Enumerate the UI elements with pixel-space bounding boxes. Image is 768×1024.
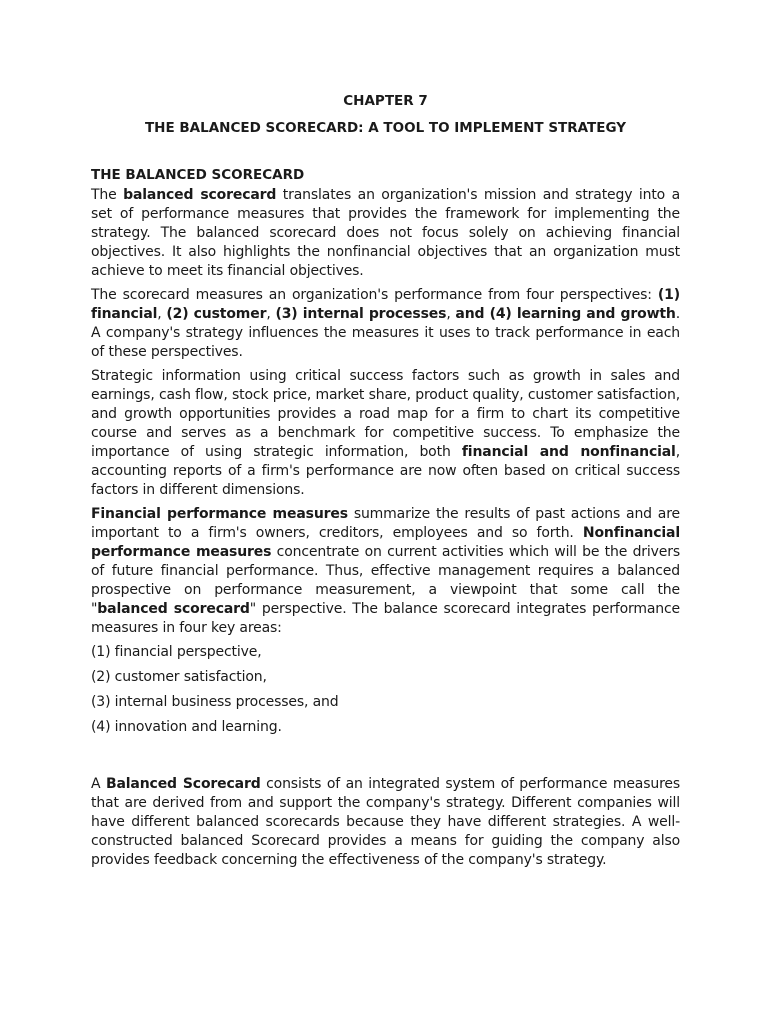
list-item: (3) internal business processes, and	[91, 694, 339, 710]
text-run: summarize the results of past actions and are important to a firm's owners, creditors, employees and so forth.	[91, 506, 680, 541]
text-run: ,	[266, 306, 276, 322]
text-run: The scorecard measures an organization's performance from four perspectives:	[91, 287, 658, 303]
key-areas-list	[91, 643, 680, 737]
text-run: A	[91, 776, 106, 792]
document-page	[91, 92, 680, 875]
text-run: ,	[157, 306, 167, 322]
text-run: The	[91, 187, 124, 203]
spacer	[91, 743, 680, 775]
list-item: (2) customer satisfaction,	[91, 669, 267, 685]
list-item: (4) innovation and learning.	[91, 719, 282, 735]
paragraph-performance-measures	[91, 505, 680, 638]
chapter-label: CHAPTER 7	[343, 93, 428, 109]
text-run: " perspective. The balance scorecard integrates performance measures in four key areas:	[91, 601, 681, 636]
bold-text-run: (2) customer	[166, 306, 267, 322]
bold-text-run: (1) financial	[91, 287, 680, 322]
section-heading: THE BALANCED SCORECARD	[91, 167, 305, 183]
paragraph-strategic-information	[91, 367, 680, 500]
bold-text-run: Balanced Scorecard	[105, 776, 261, 792]
list-item: (1) financial perspective,	[91, 644, 262, 660]
paragraph-intro	[91, 186, 680, 281]
bold-text-run: Financial performance measures	[91, 506, 348, 522]
bold-text-run: balanced scorecard	[97, 601, 250, 617]
text-run: ,	[446, 306, 456, 322]
paragraph-perspectives	[91, 286, 680, 362]
text-run: Strategic information using critical success factors such as growth in sales and earnings, cash flow, stock price, market share, product quality, customer satisfaction, and growth opportunities provides a road map for a firm to chart its competitive course and serves as a benchmark for competitive success. To emphasize the importance of using strategic information, both	[91, 368, 680, 460]
text-run: concentrate on current activities which will be the drivers of future financial performance. Thus, effective management requires a balanced prospective on performance measurement, a viewpoint that some call the "	[91, 544, 680, 617]
text-run: , accounting reports of a firm's performance are now often based on critical success factors in different dimensions.	[91, 444, 680, 498]
text-run: translates an organization's mission and strategy into a set of performance measures that provides the framework for implementing the strategy. The balanced scorecard does not focus solely on achieving financial objectives. It also highlights the nonfinancial objectives that an organization must achieve to meet its financial objectives.	[91, 187, 681, 279]
chapter-title: THE BALANCED SCORECARD: A TOOL TO IMPLEMENT STRATEGY	[144, 120, 627, 136]
bold-text-run: balanced scorecard	[123, 187, 277, 203]
text-run: consists of an integrated system of performance measures that are derived from and support the company's strategy. Different companies will have different balanced scorecards because they have different strategies. A well-constructed balanced Scorecard provides a means for guiding the company also provides feedback concerning the effectiveness of the company's strategy.	[91, 776, 680, 868]
text-run: . A company's strategy influences the measures it uses to track performance in each of these perspectives.	[91, 306, 681, 360]
bold-text-run: Nonfinancial performance measures	[91, 525, 680, 560]
bold-text-run: and (4) learning and growth	[455, 306, 676, 322]
paragraph-closing	[91, 775, 680, 870]
bold-text-run: (3) internal processes	[275, 306, 447, 322]
bold-text-run: financial and nonfinancial	[461, 444, 676, 460]
